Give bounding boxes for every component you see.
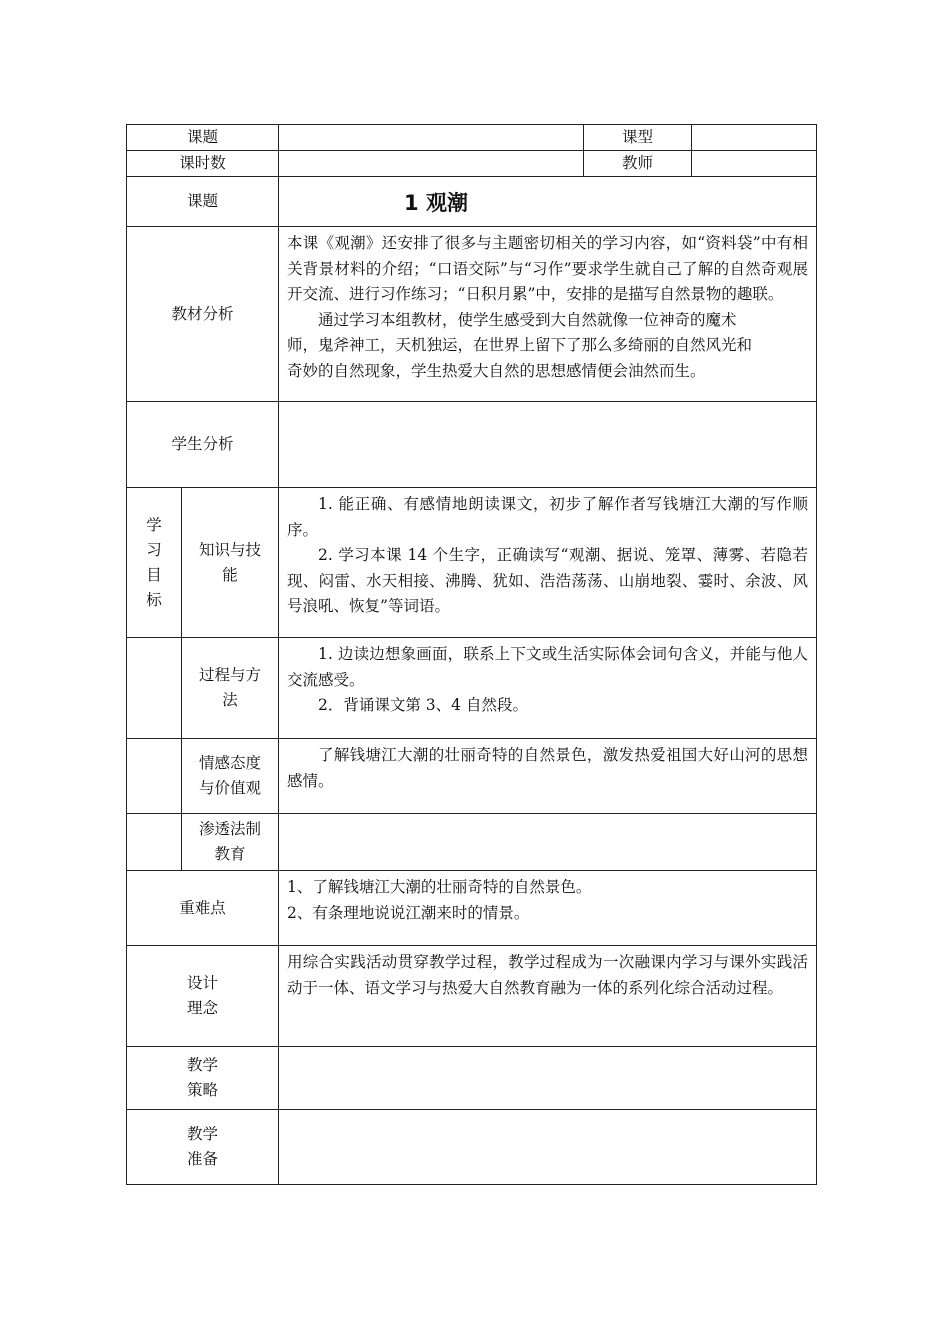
emotion-content [279, 739, 817, 814]
knowledge-label-line-1: 知识与技 [199, 540, 262, 559]
emotion-label [182, 739, 279, 814]
material-analysis-content [279, 227, 817, 402]
preparation-label-line-2: 准备 [187, 1150, 219, 1168]
objectives-char-3: 目 [146, 565, 162, 584]
design-concept-label [127, 946, 279, 1047]
emotion-label-line-2: 与价值观 [199, 779, 262, 797]
emotion-label-line-1: 情感态度 [199, 754, 262, 772]
title-row [127, 177, 817, 227]
topic-label: 课题 [127, 125, 279, 151]
hours-label: 课时数 [127, 151, 279, 177]
key-points-row [127, 871, 817, 946]
lesson-title: 1 观潮 [404, 190, 468, 215]
design-concept-label-line-1: 设计 [187, 974, 219, 992]
knowledge-label-line-2: 能 [222, 565, 238, 584]
process-item-2: 2．背诵课文第 3、4 自然段。 [318, 696, 528, 714]
key-point-2: 2、有条理地说说江潮来时的情景。 [287, 903, 530, 922]
process-label [182, 638, 279, 739]
process-content [279, 638, 817, 739]
design-concept-text: 用综合实践活动贯穿教学过程，教学过程成为一次融课内学习与课外实践活动于一体、语文学习与热爱大自然教育融为一体的系列化综合活动过程。 [287, 953, 809, 997]
objectives-spacer-1 [127, 638, 182, 739]
process-label-line-1: 过程与方 [199, 666, 262, 684]
objective-law-row [127, 814, 817, 871]
lesson-plan-table [126, 124, 817, 1185]
strategy-label [127, 1047, 279, 1110]
key-points-label: 重难点 [127, 871, 279, 946]
key-points-content [279, 871, 817, 946]
objective-emotion-row [127, 739, 817, 814]
header-row-1 [127, 125, 817, 151]
law-label [182, 814, 279, 871]
teacher-value [692, 151, 817, 177]
student-analysis-row [127, 402, 817, 488]
objectives-group-label [127, 488, 182, 638]
lesson-type-value [692, 125, 817, 151]
material-analysis-row [127, 227, 817, 402]
objectives-spacer-2 [127, 739, 182, 814]
lesson-title-cell [279, 177, 817, 227]
title-row-label: 课题 [127, 177, 279, 227]
topic-value [279, 125, 584, 151]
knowledge-label [182, 488, 279, 638]
objective-process-row [127, 638, 817, 739]
design-concept-label-line-2: 理念 [187, 999, 219, 1017]
hours-value [279, 151, 584, 177]
objectives-char-4: 标 [146, 590, 162, 609]
objectives-char-1: 学 [146, 515, 162, 534]
student-analysis-label: 学生分析 [127, 402, 279, 488]
key-point-1: 1、了解钱塘江大潮的壮丽奇特的自然景色。 [287, 878, 592, 896]
strategy-row [127, 1047, 817, 1110]
preparation-content [279, 1110, 817, 1185]
preparation-label-line-1: 教学 [187, 1125, 219, 1143]
material-paragraph-2: 通过学习本组教材，使学生感受到大自然就像一位神奇的魔术 [318, 310, 737, 329]
knowledge-content [279, 488, 817, 638]
objectives-spacer-3 [127, 814, 182, 871]
objectives-char-2: 习 [146, 540, 162, 559]
lesson-type-label: 课型 [584, 125, 692, 151]
material-paragraph-3: 师，鬼斧神工，天机独运，在世界上留下了那么多绮丽的自然风光和 [287, 336, 753, 354]
knowledge-item-1: 1. 能正确、有感情地朗读课文，初步了解作者写钱塘江大潮的写作顺序。 [287, 495, 809, 539]
emotion-text: 了解钱塘江大潮的壮丽奇特的自然景色，激发热爱祖国大好山河的思想感情。 [287, 746, 809, 790]
design-concept-content [279, 946, 817, 1047]
preparation-label [127, 1110, 279, 1185]
design-concept-row [127, 946, 817, 1047]
knowledge-item-2: 2. 学习本课 14 个生字，正确读写“观潮、据说、笼罩、薄雾、若隐若现、闷雷、水天相接、沸腾、犹如、浩浩荡荡、山崩地裂、霎时、余波、风号浪吼、恢复”等词语。 [287, 546, 809, 615]
process-label-line-2: 法 [222, 691, 238, 709]
student-analysis-content [279, 402, 817, 488]
material-paragraph-4: 奇妙的自然现象，学生热爱大自然的思想感情便会油然而生。 [287, 361, 706, 380]
header-row-2 [127, 151, 817, 177]
law-label-line-1: 渗透法制 [199, 820, 262, 838]
law-label-line-2: 教育 [214, 845, 246, 863]
process-item-1: 1. 边读边想象画面，联系上下文或生活实际体会词句含义，并能与他人交流感受。 [287, 645, 809, 689]
strategy-label-line-2: 策略 [187, 1081, 219, 1099]
teacher-label: 教师 [584, 151, 692, 177]
material-paragraph-1: 本课《观潮》还安排了很多与主题密切相关的学习内容，如“资料袋”中有相关背景材料的介绍；“口语交际”与“习作”要求学生就自己了解的自然奇观展开交流、进行习作练习；“日积月累”中，安排的是描写自然景物的趣联。 [287, 234, 809, 303]
law-content [279, 814, 817, 871]
objective-knowledge-row [127, 488, 817, 638]
strategy-content [279, 1047, 817, 1110]
strategy-label-line-1: 教学 [187, 1056, 219, 1074]
preparation-row [127, 1110, 817, 1185]
material-analysis-label: 教材分析 [127, 227, 279, 402]
